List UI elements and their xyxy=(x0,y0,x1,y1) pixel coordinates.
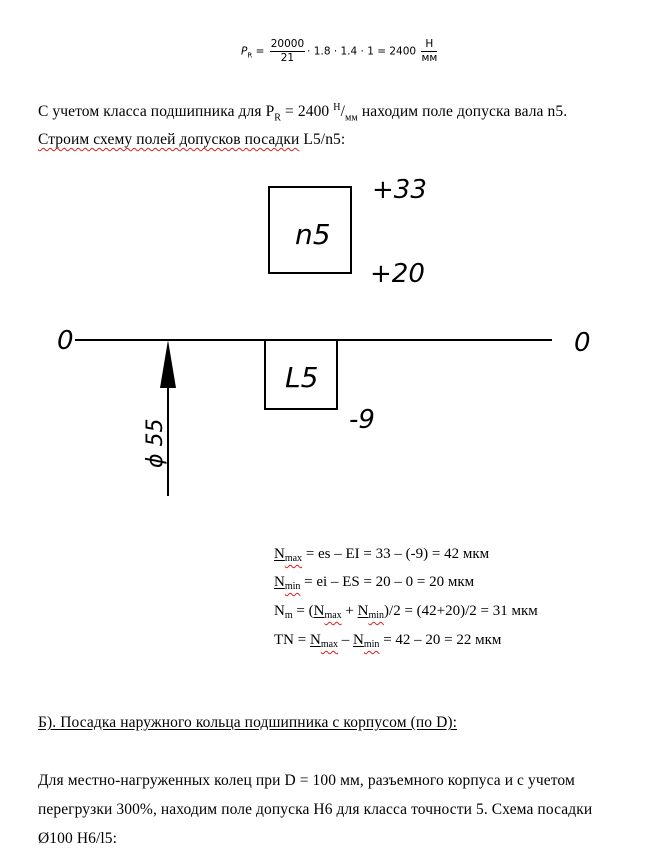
formula-eq: = xyxy=(255,45,265,58)
calc-tn-s1: $N_{max}$ xyxy=(309,632,339,650)
shaft-upper-deviation: +33 xyxy=(372,175,427,205)
calc-tn-p1: TN = xyxy=(274,632,310,648)
para1-unit-den: мм xyxy=(345,112,358,124)
calc-nm-sub: m xyxy=(284,610,293,621)
load-formula xyxy=(241,38,439,65)
formula-fraction-2-den: мм xyxy=(421,52,438,64)
calc-nm xyxy=(274,603,538,621)
calc-tn-p3: = 42 – 20 = 22 мкм xyxy=(379,632,502,648)
calc-nmax-sym: $N_{max}$ xyxy=(274,546,303,564)
para1-text-end: находим поле допуска вала n5. xyxy=(357,103,568,121)
calc-nmin-rest: = ei – ES = 20 – 0 = 20 мкм xyxy=(300,574,475,590)
section-b-heading: Б). Посадка наружного кольца подшипника с корпусом (по D): xyxy=(38,714,458,731)
calc-nm-p2: + xyxy=(341,603,358,619)
ring-lower-deviation: -9 xyxy=(349,405,375,435)
para1-line2-end: L5/n5: xyxy=(299,131,346,148)
calc-nmin xyxy=(274,574,474,592)
calc-tn-p2: – xyxy=(338,632,354,648)
zero-label-left: 0 xyxy=(57,326,74,356)
formula-fraction-1-num: 20000 xyxy=(270,38,305,50)
section-b-line-1: Для местно-нагруженных колец при D = 100 мм, разъемного корпуса и с учетом xyxy=(38,772,575,789)
zero-label-right: 0 xyxy=(574,328,591,358)
para1-text-start: С учетом класса подшипника для P xyxy=(38,103,275,121)
calc-nm-s1: $N_{max}$ xyxy=(313,603,342,621)
calc-tn-s2: $N_{min}$ xyxy=(353,632,380,650)
para1-unit-num: Н xyxy=(333,102,341,113)
section-b-line-2: перегрузки 300%, находим поле допуска Н6 для класса точности 5. Схема посадки xyxy=(38,801,593,818)
paragraph-line-1 xyxy=(38,102,567,123)
ring-box-label: L5 xyxy=(285,361,319,394)
formula-fraction-1-den: 21 xyxy=(280,52,295,64)
shaft-box-label: n5 xyxy=(295,218,331,251)
formula-lhs-sub: R xyxy=(247,51,253,60)
formula-lhs: P xyxy=(241,45,248,58)
calc-tn xyxy=(274,632,501,650)
formula-fraction-2 xyxy=(421,38,437,65)
para1-sub: R xyxy=(274,112,282,124)
paragraph-line-2 xyxy=(38,131,345,149)
tolerance-diagram xyxy=(0,160,662,520)
section-b-line-3: Ø100 Н6/l5: xyxy=(38,830,118,847)
shaft-lower-deviation: +20 xyxy=(370,259,425,289)
formula-fraction-1 xyxy=(270,38,305,65)
calc-nm-sym: N xyxy=(274,603,285,619)
formula-middle: · 1.8 · 1.4 · 1 = 2400 xyxy=(307,45,417,58)
calc-nmax xyxy=(274,546,489,564)
diameter-arrow-head xyxy=(160,340,176,388)
calc-nm-s2: $N_{min}$ xyxy=(357,603,385,621)
calc-nm-p1: = ( xyxy=(292,603,314,619)
para1-unit-slash: / xyxy=(340,103,345,121)
calc-nmax-rest: = es – EI = 33 – (-9) = 42 мкм xyxy=(302,546,490,562)
diameter-label: ϕ 55 xyxy=(143,418,168,468)
para1-text-mid: = 2400 xyxy=(281,103,334,121)
para1-wavy-text: Строим схему полей допусков посадки xyxy=(38,131,300,148)
calc-nm-p3: )/2 = (42+20)/2 = 31 мкм xyxy=(384,603,538,619)
calc-nmin-sym: $N_{min}$ xyxy=(274,574,301,592)
formula-fraction-2-num: Н xyxy=(421,38,437,52)
